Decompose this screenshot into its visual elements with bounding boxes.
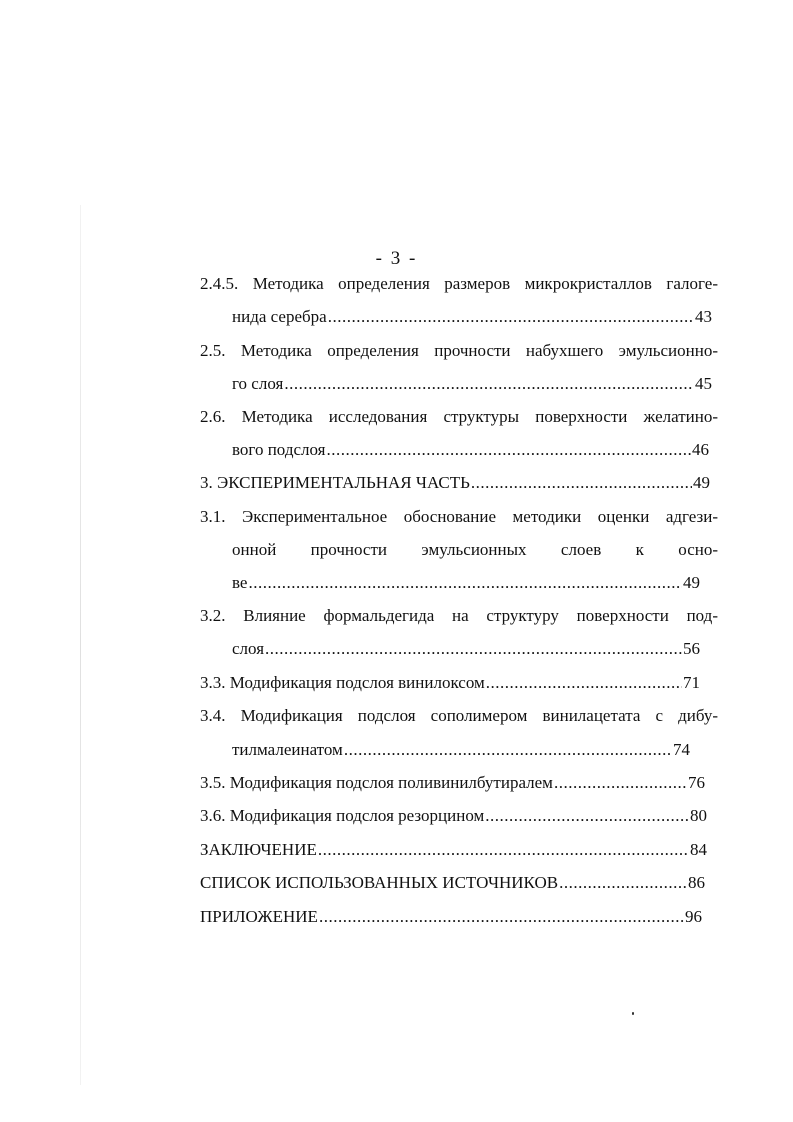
toc-entry-3-1 [232, 573, 700, 593]
toc-page-number: 80 [690, 806, 707, 825]
toc-leader-dots [318, 840, 689, 860]
scan-speck [632, 1012, 634, 1015]
toc-entry-3-5 [200, 773, 705, 793]
toc-entry-title: слоя [232, 639, 265, 658]
toc-entry-3-2-line-1: 3.2. Влияние формальдегида на структуру поверхности под- [200, 606, 718, 625]
page-number: - 3 - [375, 248, 418, 269]
toc-entry-2-4-5-line-1: 2.4.5. Методика определения размеров микрокристаллов галоге- [200, 274, 718, 293]
toc-page-number: 84 [690, 840, 707, 859]
toc-leader-dots [265, 639, 682, 659]
toc-page-number: 86 [688, 873, 705, 892]
toc-entry-3-1-line-2: онной прочности эмульсионных слоев к осно- [232, 540, 718, 559]
toc-entry-3-4 [232, 740, 690, 760]
toc-entry-title: го слоя [232, 374, 284, 393]
toc-page-number: 71 [683, 673, 700, 692]
toc-leader-dots [328, 307, 694, 327]
toc-entry-title: 3.6. Модификация подслоя резорцином [200, 806, 485, 825]
toc-entry-references [200, 873, 705, 893]
toc-leader-dots [344, 740, 672, 760]
toc-page-number: 49 [693, 473, 710, 492]
toc-page-number: 56 [683, 639, 700, 658]
toc-leader-dots [486, 673, 682, 693]
toc-leader-dots [327, 440, 692, 460]
toc-entry-title: нида серебра [232, 307, 327, 326]
toc-entry-2-5-line-1: 2.5. Методика определения прочности набухшего эмульсионно- [200, 341, 718, 360]
toc-entry-2-6 [232, 440, 709, 460]
toc-page-number: 49 [683, 573, 700, 592]
toc-page-number: 45 [695, 374, 712, 393]
toc-page-number: 76 [688, 773, 705, 792]
toc-entry-3-1-line-1: 3.1. Экспериментальное обоснование методики оценки адгези- [200, 507, 718, 526]
toc-leader-dots [284, 374, 694, 394]
toc-page-number: 74 [673, 740, 690, 759]
toc-entry-conclusion [200, 840, 707, 860]
toc-entry-title: тилмалеинатом [232, 740, 343, 759]
toc-page-number: 46 [692, 440, 709, 459]
toc-entry-title: ЗАКЛЮЧЕНИЕ [200, 840, 317, 859]
toc-entry-title: 3. ЭКСПЕРИМЕНТАЛЬНАЯ ЧАСТЬ [200, 473, 470, 492]
toc-leader-dots [559, 873, 687, 893]
toc-leader-dots [248, 573, 682, 593]
toc-entry-title: ПРИЛОЖЕНИЕ [200, 907, 318, 926]
toc-entry-2-5 [232, 374, 712, 394]
toc-entry-2-4-5 [232, 307, 712, 327]
toc-entry-3-2 [232, 639, 700, 659]
toc-entry-2-6-line-1: 2.6. Методика исследования структуры поверхности желатино- [200, 407, 718, 426]
toc-entry-3-6 [200, 806, 707, 826]
toc-leader-dots [485, 806, 689, 826]
toc-entry-appendix [200, 907, 702, 927]
toc-leader-dots [471, 473, 692, 493]
toc-entry-3-4-line-1: 3.4. Модификация подслоя сополимером винилацетата с дибу- [200, 706, 718, 725]
toc-entry-title: 3.3. Модификация подслоя винилоксом [200, 673, 485, 692]
toc-leader-dots [319, 907, 684, 927]
toc-entry-title: 3.5. Модификация подслоя поливинилбутиралем [200, 773, 553, 792]
toc-entry-3-3 [200, 673, 700, 693]
toc-entry-title: СПИСОК ИСПОЛЬЗОВАННЫХ ИСТОЧНИКОВ [200, 873, 559, 892]
toc-page-number: 96 [685, 907, 702, 926]
scan-edge-shadow [80, 205, 81, 1085]
toc-leader-dots [554, 773, 687, 793]
toc-entry-3 [200, 473, 710, 493]
toc-entry-title: ве [232, 573, 248, 592]
toc-page-number: 43 [695, 307, 712, 326]
toc-entry-title: вого подслоя [232, 440, 326, 459]
